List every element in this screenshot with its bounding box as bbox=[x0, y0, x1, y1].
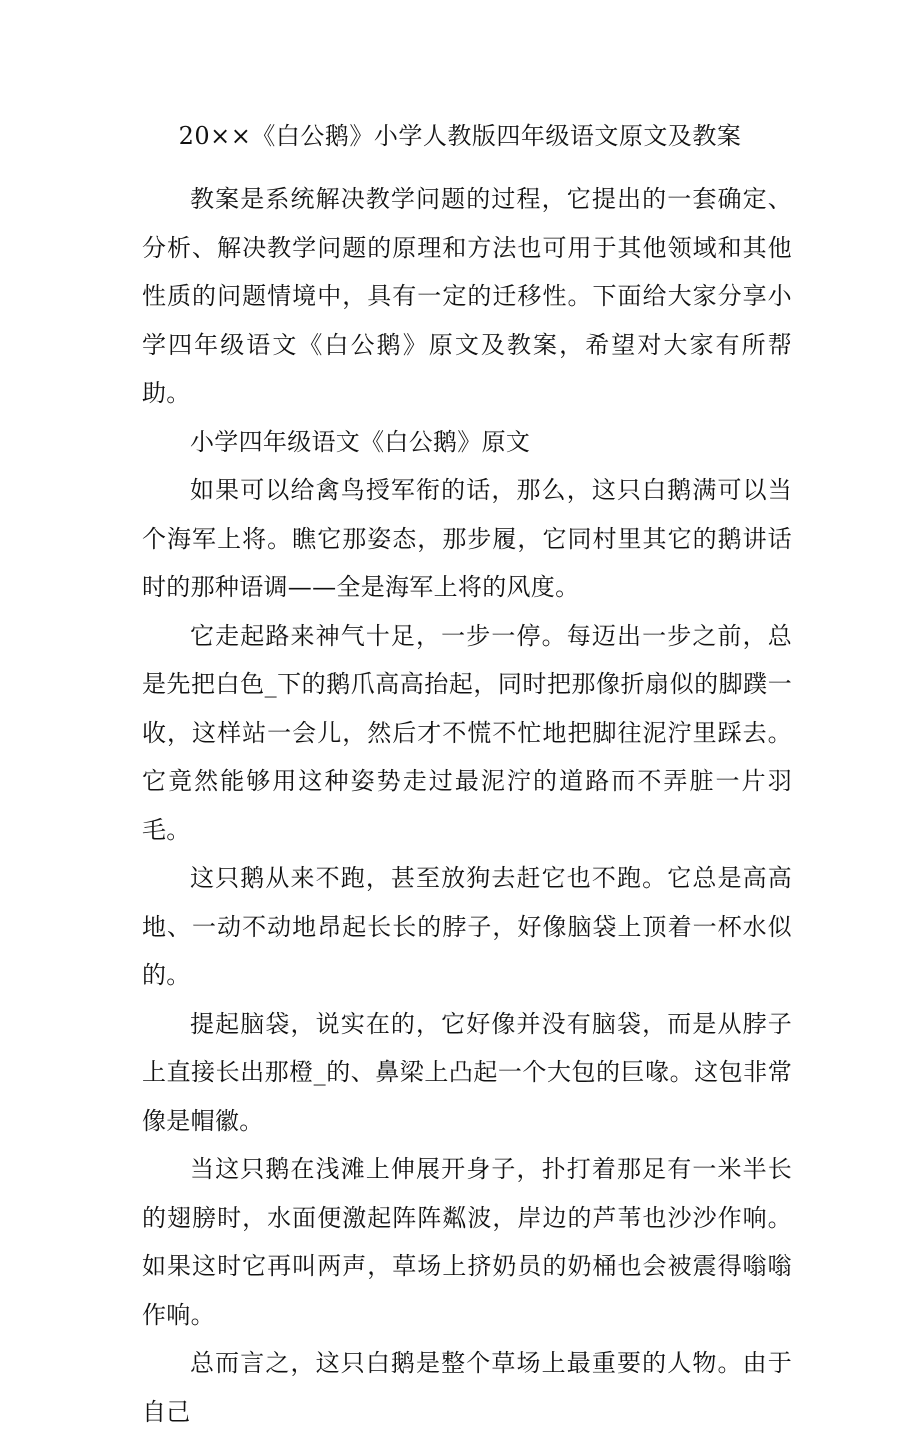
document-title: 20××《白公鹅》小学人教版四年级语文原文及教案 bbox=[178, 122, 742, 150]
document-body bbox=[142, 175, 792, 1436]
section-heading: 小学四年级语文《白公鹅》原文 bbox=[190, 427, 531, 456]
paragraph-intro: 教案是系统解决教学问题的过程，它提出的一套确定、分析、解决教学问题的原理和方法也可用于其他领域和其他性质的问题情境中，具有一定的迁移性。下面给大家分享小学四年级语文《白公鹅》原文及教案，希望对大家有所帮助。 bbox=[142, 185, 792, 407]
paragraph-truncated: 总而言之，这只白鹅是整个草场上最重要的人物。由于自己 bbox=[142, 1349, 792, 1426]
paragraph: 如果可以给禽鸟授军衔的话，那么，这只白鹅满可以当个海军上将。瞧它那姿态，那步履，它同村里其它的鹅讲话时的那种语调——全是海军上将的风度。 bbox=[142, 476, 792, 601]
paragraph: 它走起路来神气十足，一步一停。每迈出一步之前，总是先把白色_下的鹅爪高高抬起，同时把那像折扇似的脚蹼一收，这样站一会儿，然后才不慌不忙地把脚往泥泞里踩去。它竟然能够用这种姿势走过最泥泞的道路而不弄脏一片羽毛。 bbox=[142, 621, 792, 844]
paragraph: 提起脑袋，说实在的，它好像并没有脑袋，而是从脖子上直接长出那橙_的、鼻梁上凸起一个大包的巨喙。这包非常像是帽徽。 bbox=[142, 1009, 792, 1135]
paragraph: 当这只鹅在浅滩上伸展开身子，扑打着那足有一米半长的翅膀时，水面便激起阵阵粼波，岸边的芦苇也沙沙作响。如果这时它再叫两声，草场上挤奶员的奶桶也会被震得嗡嗡作响。 bbox=[142, 1155, 792, 1329]
paragraph: 这只鹅从来不跑，甚至放狗去赶它也不跑。它总是高高地、一动不动地昂起长长的脖子，好像脑袋上顶着一杯水似的。 bbox=[142, 864, 792, 989]
